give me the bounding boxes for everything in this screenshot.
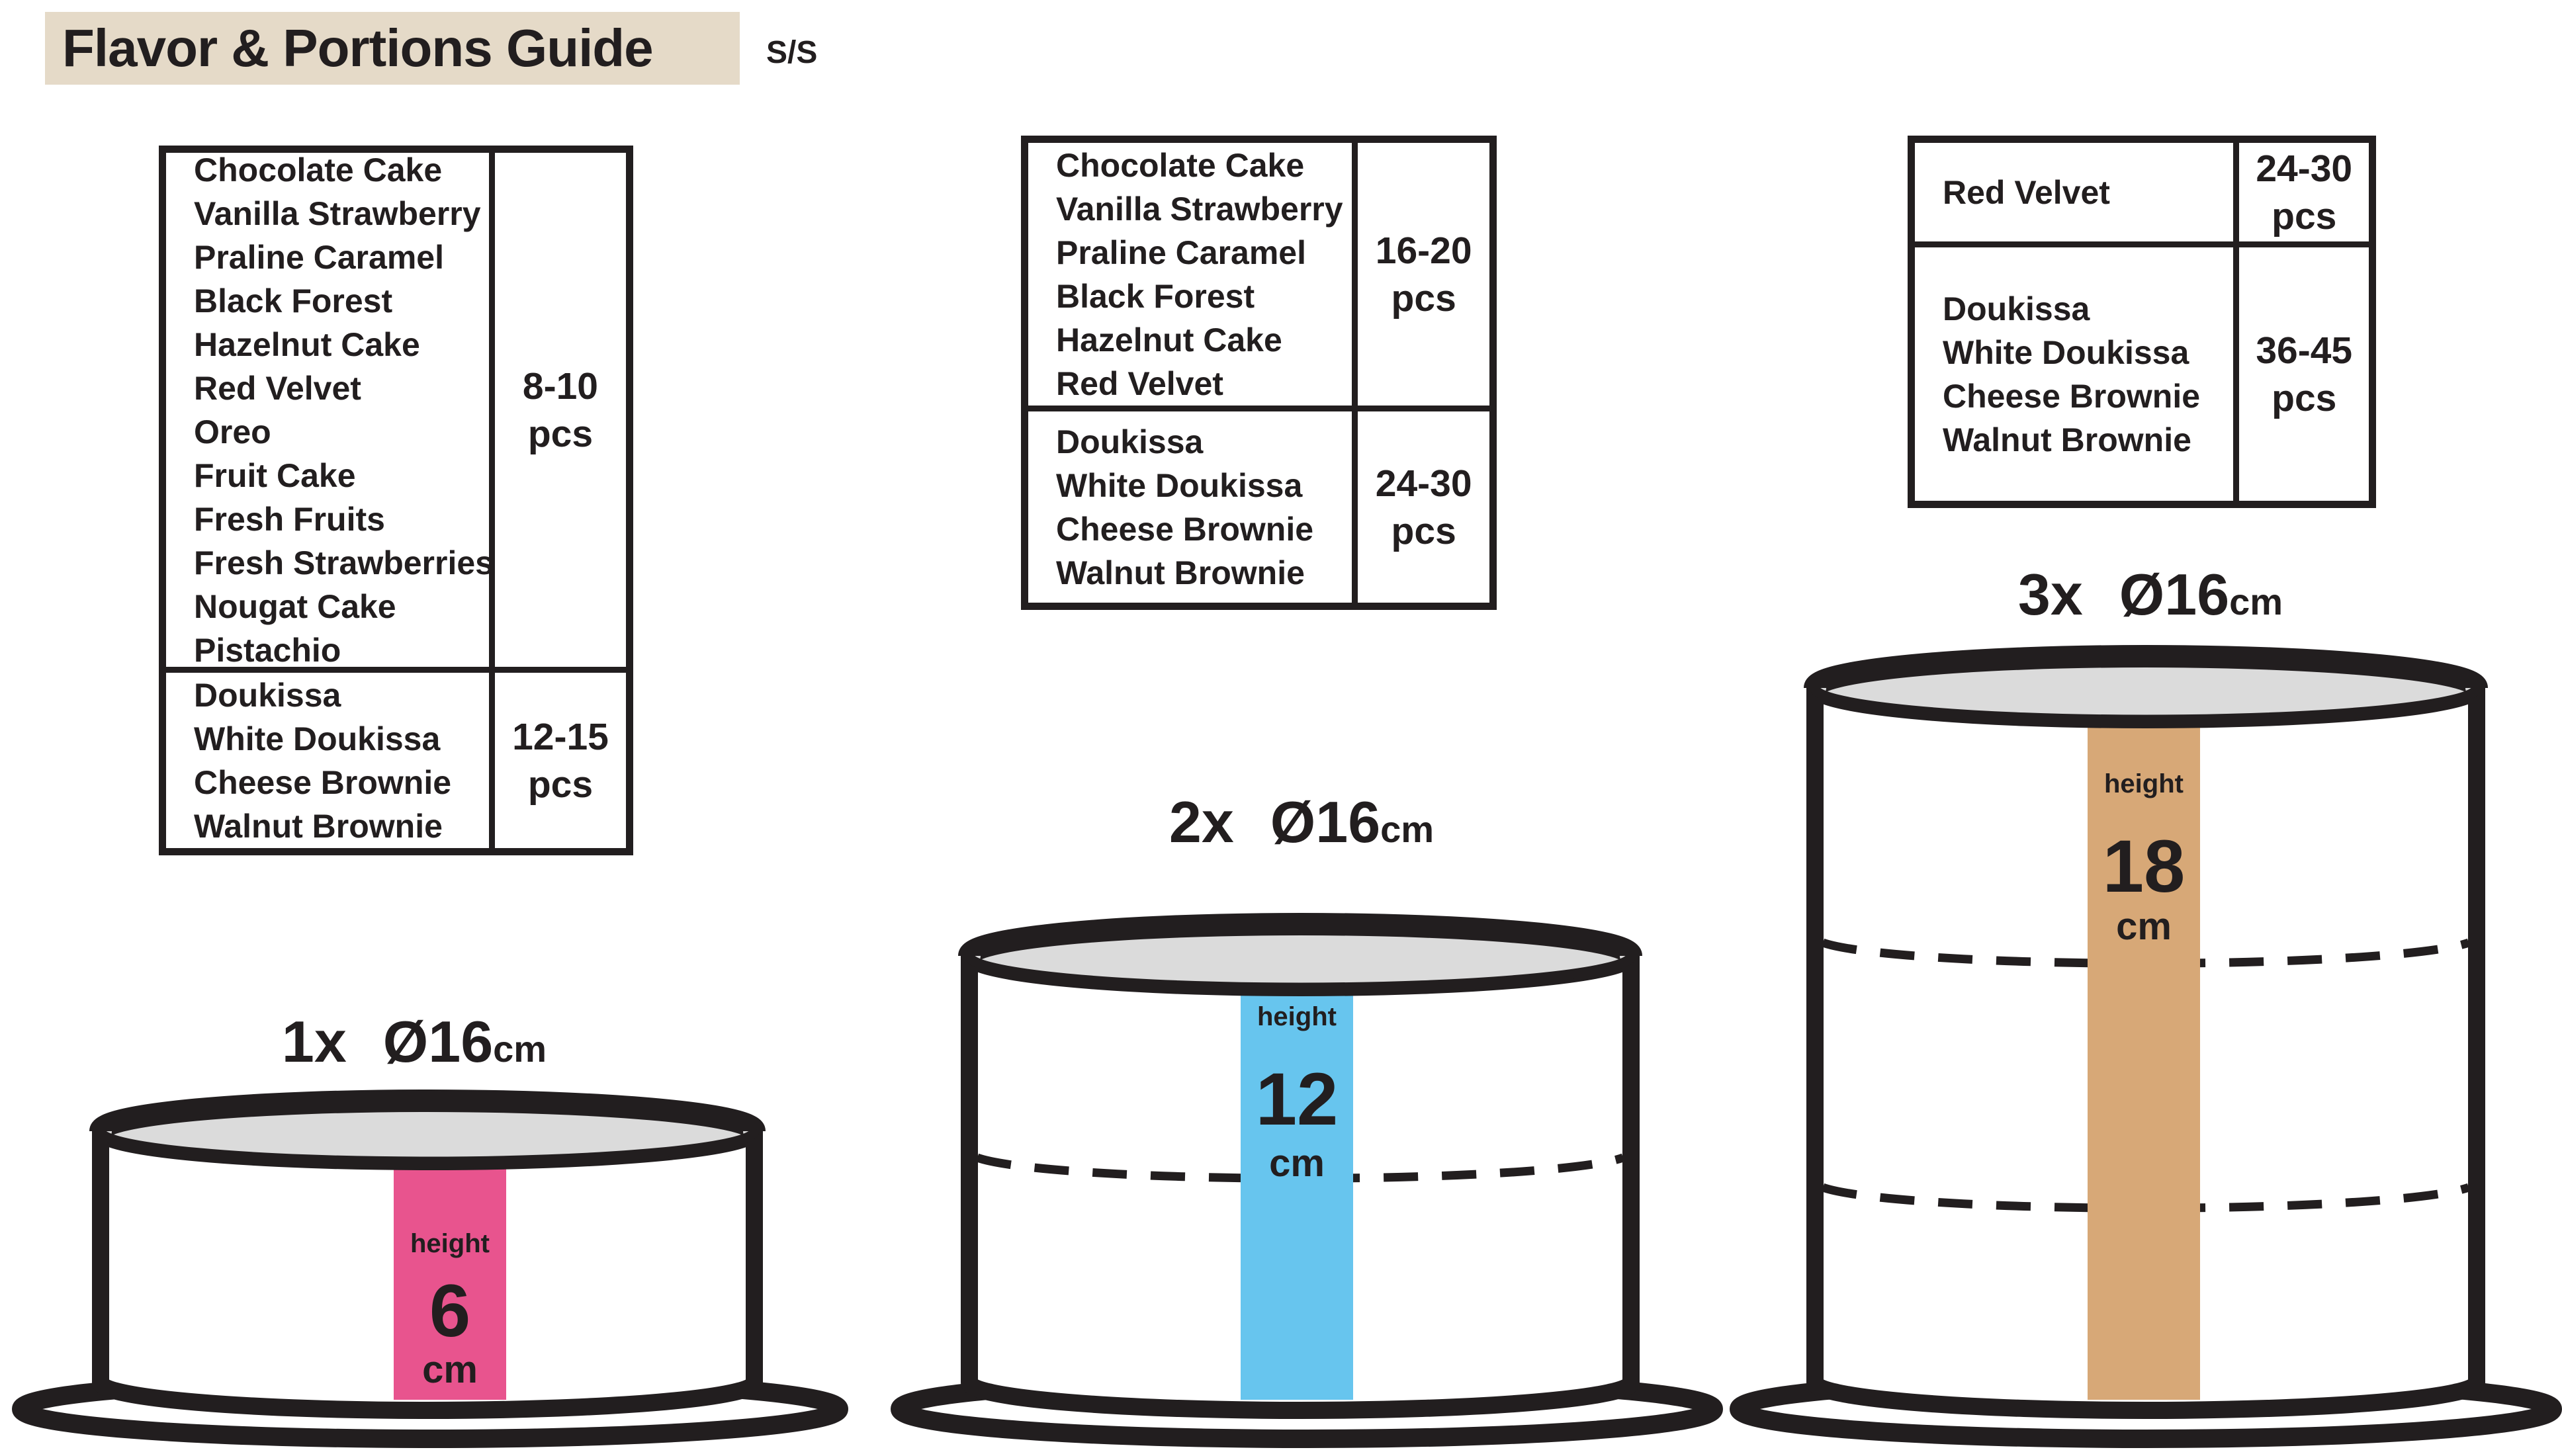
flavor-item: Praline Caramel	[194, 238, 444, 276]
height-word: height	[410, 1229, 490, 1258]
flavor-list	[1915, 143, 2239, 241]
table-row	[166, 673, 626, 848]
page-title: Flavor & Portions Guide	[62, 19, 653, 77]
flavor-item: Walnut Brownie	[1056, 554, 1305, 591]
cake-diameter: Ø16	[382, 1009, 494, 1074]
flavor-list	[166, 153, 495, 667]
flavor-item: Nougat Cake	[194, 587, 396, 625]
height-unit: cm	[2116, 905, 2172, 948]
cake-diameter-unit: cm	[493, 1028, 547, 1070]
flavor-list	[1028, 411, 1358, 603]
portion-unit: pcs	[2272, 194, 2337, 237]
cake-diameter-unit: cm	[1380, 808, 1435, 850]
portions-table-2x	[1021, 136, 1497, 610]
flavor-item: Vanilla Strawberry	[194, 194, 481, 232]
cake-count: 2x	[1169, 789, 1234, 855]
height-word: height	[1257, 1002, 1337, 1031]
height-value: 18	[2102, 825, 2186, 908]
flavor-item: Chocolate Cake	[194, 151, 443, 189]
flavor-item: Hazelnut Cake	[1056, 321, 1282, 359]
flavor-item: Hazelnut Cake	[194, 325, 420, 363]
height-stripe	[2088, 713, 2200, 1400]
flavor-item: Black Forest	[1056, 277, 1255, 315]
portion-cell	[495, 673, 626, 848]
height-unit: cm	[422, 1348, 478, 1391]
portion-count: 24-30	[1375, 462, 1472, 505]
cake-diameter: Ø16	[2119, 562, 2230, 627]
flavor-item: Doukissa	[1056, 423, 1204, 460]
cake-illustration-2x	[880, 748, 1747, 1456]
table-row	[1915, 247, 2369, 501]
portions-table-3x	[1908, 136, 2376, 508]
flavor-list	[166, 673, 495, 848]
flavor-item: Cheese Brownie	[194, 763, 452, 801]
flavor-item: White Doukissa	[1943, 333, 2189, 371]
cake-count: 3x	[2017, 562, 2083, 627]
flavor-item: Walnut Brownie	[194, 807, 443, 845]
portion-unit: pcs	[527, 412, 594, 455]
portion-count: 24-30	[2256, 147, 2353, 190]
flavor-item: Vanilla Strawberry	[1056, 190, 1343, 228]
portions-table-1x	[159, 146, 633, 855]
portion-cell	[2239, 143, 2369, 241]
portion-unit: pcs	[1391, 509, 1456, 552]
cake-diameter-unit: cm	[2229, 581, 2283, 622]
flavor-item: Walnut Brownie	[1943, 421, 2191, 458]
height-word: height	[2104, 769, 2184, 798]
portion-cell	[2239, 247, 2369, 501]
table-row	[1028, 143, 1489, 411]
cake-illustration-3x	[1727, 529, 2562, 1456]
portion-count: 16-20	[1375, 229, 1472, 272]
portion-unit: pcs	[2272, 376, 2337, 419]
portion-cell	[1358, 143, 1489, 406]
table-row	[1028, 411, 1489, 603]
portion-count: 36-45	[2256, 329, 2353, 372]
cake-illustration-1x	[0, 992, 867, 1456]
height-value: 12	[1255, 1058, 1339, 1140]
flavor-list	[1915, 247, 2239, 501]
flavor-item: Red Velvet	[194, 369, 361, 407]
flavor-item: Doukissa	[1943, 290, 2090, 327]
flavor-item: Fresh Strawberries	[194, 544, 494, 581]
flavor-item: Red Velvet	[1943, 173, 2110, 211]
flavor-item: White Doukissa	[194, 720, 441, 757]
flavor-item: Fresh Fruits	[194, 500, 385, 538]
cake-count: 1x	[281, 1009, 347, 1074]
flavor-item: Cheese Brownie	[1943, 377, 2201, 415]
flavor-item: White Doukissa	[1056, 466, 1303, 504]
portion-cell	[1358, 411, 1489, 603]
flavor-item: Fruit Cake	[194, 456, 356, 494]
flavor-item: Cheese Brownie	[1056, 510, 1314, 548]
flavor-item: Praline Caramel	[1056, 234, 1306, 271]
flavor-item: Chocolate Cake	[1056, 146, 1305, 184]
height-stripe	[1241, 981, 1353, 1400]
height-value: 6	[429, 1269, 471, 1352]
flavor-item: Red Velvet	[1056, 364, 1223, 402]
season-tag: S/S	[766, 35, 818, 70]
portion-count: 12-15	[512, 715, 609, 758]
portion-cell	[495, 153, 626, 667]
flavor-item: Doukissa	[194, 676, 341, 714]
title-banner	[45, 12, 740, 85]
portion-unit: pcs	[527, 763, 594, 806]
cake-diameter: Ø16	[1270, 789, 1381, 855]
table-row	[1915, 143, 2369, 247]
table-row	[166, 153, 626, 673]
portion-count: 8-10	[522, 364, 598, 407]
flavor-item: Oreo	[194, 413, 271, 450]
flavor-list	[1028, 143, 1358, 406]
flavor-item: Pistachio	[194, 631, 341, 669]
height-unit: cm	[1269, 1142, 1325, 1185]
portion-unit: pcs	[1391, 277, 1456, 320]
flavor-item: Black Forest	[194, 282, 393, 320]
